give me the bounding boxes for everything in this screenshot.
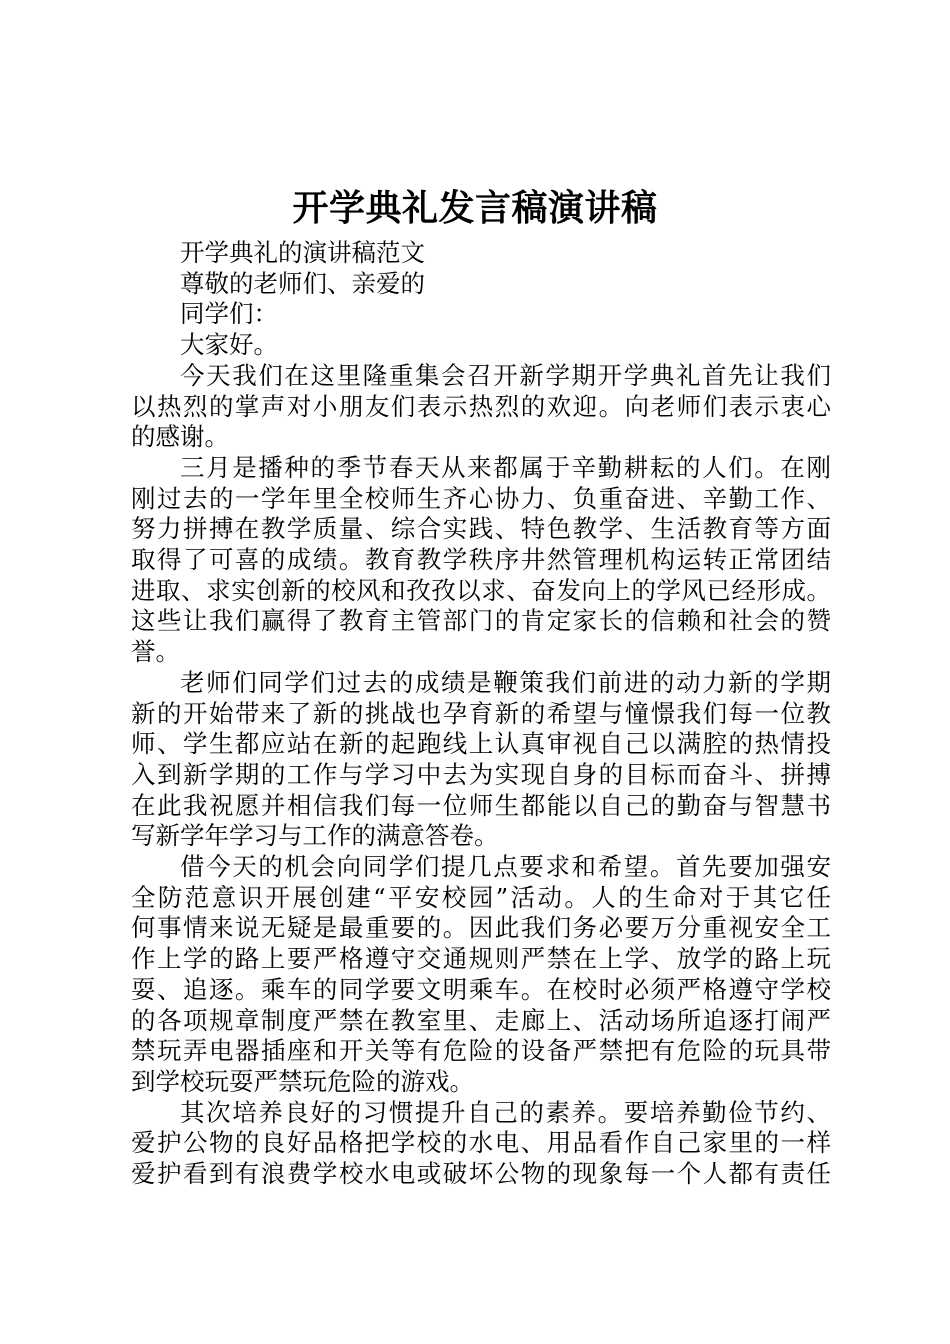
body-line: 爱护公物的良好品格把学校的水电、用品看作自己家里的一样 <box>131 1128 831 1158</box>
body-line: 的各项规章制度严禁在教室里、走廊上、活动场所追逐打闹严 <box>131 1005 831 1035</box>
body-line: 这些让我们赢得了教育主管部门的肯定家长的信赖和社会的赞 <box>131 606 831 636</box>
body-line: 尊敬的老师们、亲爱的 <box>180 268 425 298</box>
body-line: 的感谢。 <box>131 422 229 452</box>
document-body <box>131 238 831 1190</box>
body-line: 老师们同学们过去的成绩是鞭策我们前进的动力新的学期 <box>180 667 831 697</box>
body-line: 作上学的路上要严格遵守交通规则严禁在上学、放学的路上玩 <box>131 944 831 974</box>
body-line: 三月是播种的季节春天从来都属于辛勤耕耘的人们。在刚 <box>180 452 831 482</box>
body-line: 进取、求实创新的校风和孜孜以求、奋发向上的学风已经形成。 <box>131 575 831 605</box>
body-line: 誉。 <box>131 637 180 667</box>
body-line: 耍、追逐。乘车的同学要文明乘车。在校时必须严格遵守学校 <box>131 974 831 1004</box>
body-line: 借今天的机会向同学们提几点要求和希望。首先要加强安 <box>180 852 831 882</box>
body-line: 取得了可喜的成绩。教育教学秩序井然管理机构运转正常团结 <box>131 545 831 575</box>
body-line: 入到新学期的工作与学习中去为实现自身的目标而奋斗、拼搏 <box>131 759 831 789</box>
body-line: 全防范意识开展创建“平安校园”活动。人的生命对于其它任 <box>131 882 831 912</box>
body-line: 刚过去的一学年里全校师生齐心协力、负重奋进、辛勤工作、 <box>131 483 831 513</box>
body-line: 在此我祝愿并相信我们每一位师生都能以自己的勤奋与智慧书 <box>131 790 831 820</box>
body-line: 同学们： <box>180 299 278 329</box>
body-line: 爱护看到有浪费学校水电或破坏公物的现象每一个人都有责任 <box>131 1159 831 1189</box>
body-line: 大家好。 <box>180 330 278 360</box>
body-line: 以热烈的掌声对小朋友们表示热烈的欢迎。向老师们表示衷心 <box>131 391 831 421</box>
document-title: 开学典礼发言稿演讲稿 <box>292 187 658 229</box>
body-line: 写新学年学习与工作的满意答卷。 <box>131 821 499 851</box>
body-line: 新的开始带来了新的挑战也孕育新的希望与憧憬我们每一位教 <box>131 698 831 728</box>
body-line: 到学校玩耍严禁玩危险的游戏。 <box>131 1066 474 1096</box>
body-line: 开学典礼的演讲稿范文 <box>180 238 425 267</box>
body-line: 师、学生都应站在新的起跑线上认真审视自己以满腔的热情投 <box>131 729 831 759</box>
body-line: 其次培养良好的习惯提升自己的素养。要培养勤俭节约、 <box>180 1097 831 1127</box>
body-line: 何事情来说无疑是最重要的。因此我们务必要万分重视安全工 <box>131 913 831 943</box>
body-line: 今天我们在这里隆重集会召开新学期开学典礼首先让我们 <box>180 360 831 390</box>
body-line: 禁玩弄电器插座和开关等有危险的设备严禁把有危险的玩具带 <box>131 1036 831 1066</box>
body-line: 努力拼搏在教学质量、综合实践、特色教学、生活教育等方面 <box>131 514 831 544</box>
